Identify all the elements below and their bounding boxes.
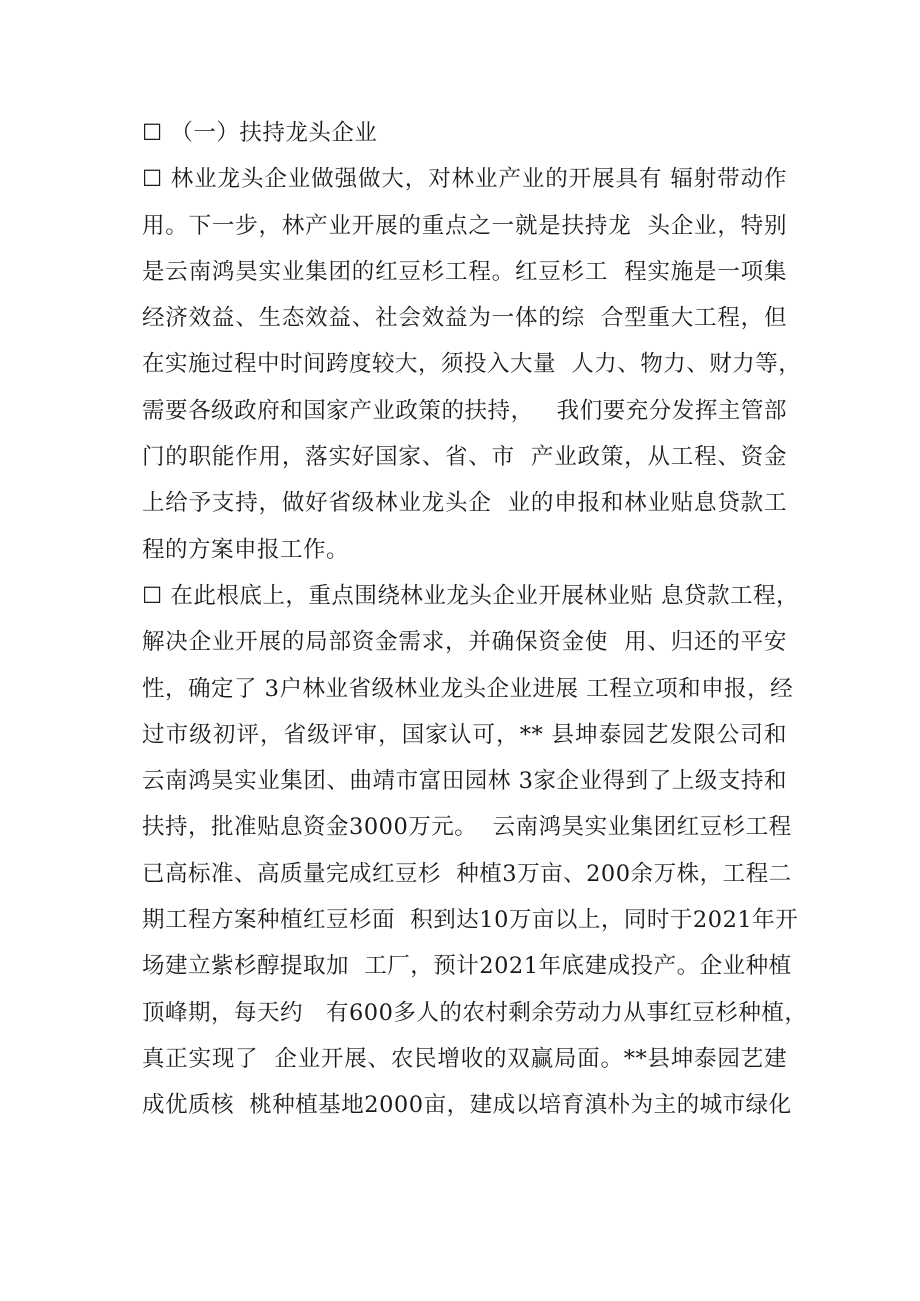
paragraph-line: 在实施过程中时间跨度较大，须投入大量 人力、物力、财力等， <box>142 351 802 378</box>
paragraph-line: 成优质核 桃种植基地2000亩，建成以培育滇朴为主的城市绿化 <box>142 1092 792 1119</box>
paragraph-line: 顶峰期，每天约 有600多人的农村剩余劳动力从事红豆杉种植， <box>142 999 808 1026</box>
paragraph-line: 场建立紫杉醇提取加 工厂，预计2021年底建成投产。企业种植 <box>142 953 792 980</box>
paragraph-line: 用。下一步，林产业开展的重点之一就是扶持龙 头企业，特别 <box>142 212 787 239</box>
paragraph-line: ☐ 在此根底上，重点围绕林业龙头企业开展林业贴 息贷款工程， <box>142 582 799 609</box>
paragraph-line: 性，确定了 3户林业省级林业龙头企业进展 工程立项和申报，经 <box>142 675 794 702</box>
paragraph-line: 真正实现了 企业开展、农民增收的双赢局面。**县坤泰园艺建 <box>142 1045 787 1072</box>
paragraph-line: ☐ 林业龙头企业做强做大，对林业产业的开展具有 辐射带动作 <box>142 166 787 193</box>
paragraph-2 <box>142 573 808 1129</box>
paragraph-line: 程的方案申报工作。 <box>142 536 350 563</box>
paragraph-line: 已高标准、高质量完成红豆杉 种植3万亩、200余万株，工程二 <box>142 860 792 887</box>
paragraph-line: 门的职能作用，落实好国家、省、市 产业政策，从工程、资金 <box>142 444 787 471</box>
paragraph-line: 解决企业开展的局部资金需求，并确保资金使 用、归还的平安 <box>142 629 787 656</box>
section-heading: ☐ （一）扶持龙头企业 <box>142 120 378 146</box>
paragraph-line: 扶持，批准贴息资金3000万元。 云南鸿昊实业集团红豆杉工程 <box>142 814 792 841</box>
document-body <box>142 110 808 1129</box>
paragraph-line: 经济效益、生态效益、社会效益为一体的综 合型重大工程，但 <box>142 305 787 332</box>
paragraph-line: 上给予支持，做好省级林业龙头企 业的申报和林业贴息贷款工 <box>142 490 787 517</box>
paragraph-line: 是云南鸿昊实业集团的红豆杉工程。红豆杉工 程实施是一项集 <box>142 258 787 285</box>
paragraph-line: 云南鸿昊实业集团、曲靖市富田园林 3家企业得到了上级支持和 <box>142 768 787 795</box>
paragraph-line: 需要各级政府和国家产业政策的扶持， 我们要充分发挥主管部 <box>142 397 787 424</box>
paragraph-line: 过市级初评，省级评审，国家认可，** 县坤泰园艺发限公司和 <box>142 721 787 748</box>
paragraph-line: 期工程方案种植红豆杉面 积到达10万亩以上，同时于2021年开 <box>142 907 799 934</box>
paragraph-1 <box>142 156 802 573</box>
